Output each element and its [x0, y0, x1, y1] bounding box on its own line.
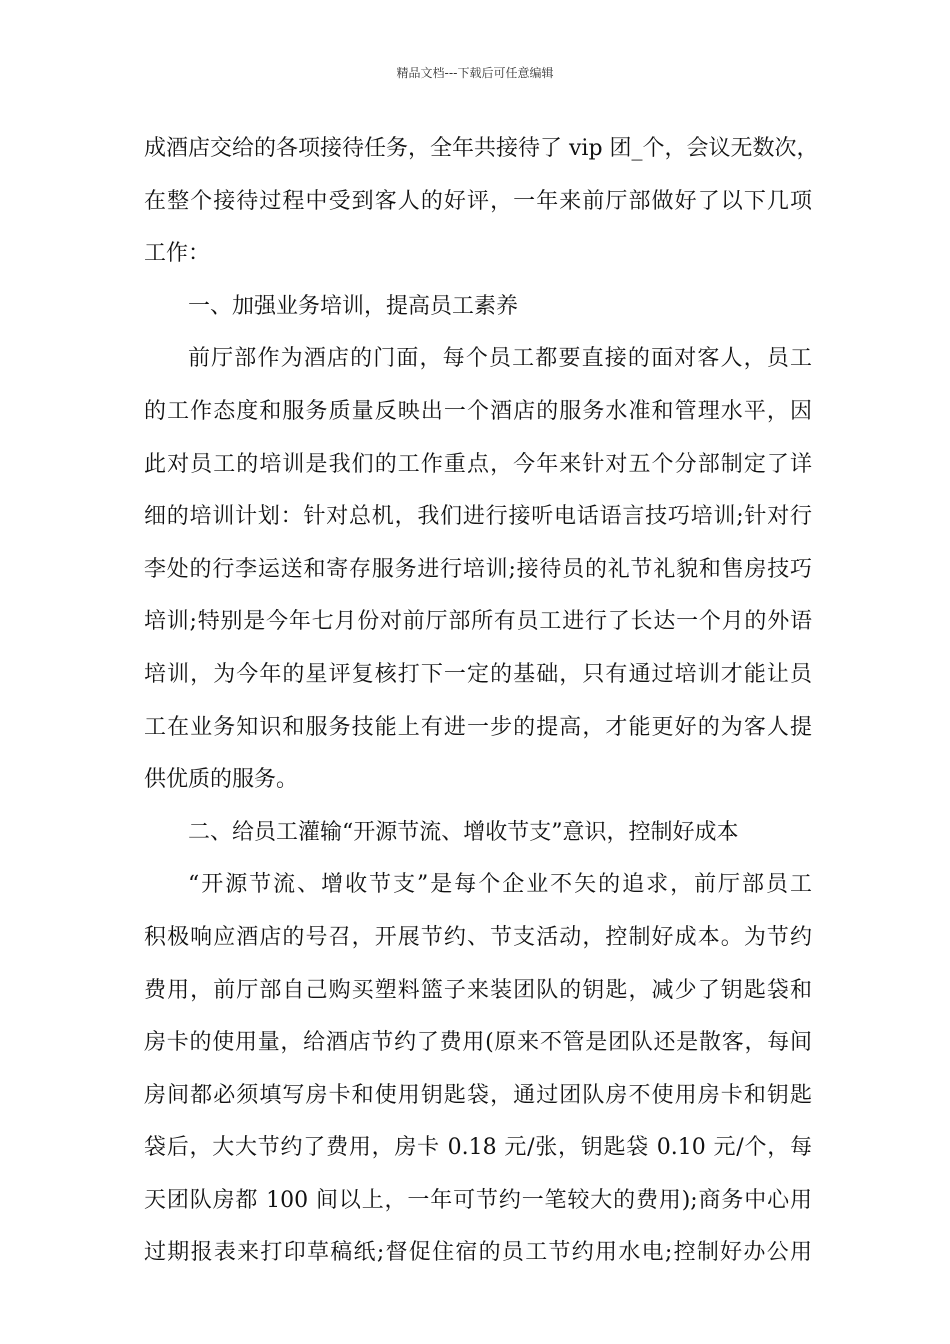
- section-heading: 一、加强业务培训，提高员工素养: [188, 293, 519, 319]
- text-line: 房卡的使用量，给酒店节约了费用(原来不管是团队还是散客，每间: [144, 1030, 812, 1056]
- section-heading: 二、给员工灌输“开源节流、增收节支”意识，控制好成本: [188, 819, 739, 845]
- text-line: “开源节流、增收节支”是每个企业不矢的追求，前厅部员工: [188, 872, 812, 898]
- text-line: 成酒店交给的各项接待任务，全年共接待了 vip 团_个，会议无数次，: [144, 136, 819, 161]
- text-line: 培训;特别是今年七月份对前厅部所有员工进行了长达一个月的外语: [144, 609, 812, 635]
- text-line: 前厅部作为酒店的门面，每个员工都要直接的面对客人，员工: [188, 346, 812, 372]
- text-line: 细的培训计划：针对总机，我们进行接听电话语言技巧培训;针对行: [144, 504, 812, 530]
- text-line: 工作：: [144, 241, 211, 267]
- text-line: 此对员工的培训是我们的工作重点，今年来针对五个分部制定了详: [144, 451, 812, 477]
- text-line: 袋后，大大节约了费用，房卡 0.18 元/张，钥匙袋 0.10 元/个，每: [144, 1135, 812, 1161]
- text-line: 天团队房都 100 间以上，一年可节约一笔较大的费用);商务中心用: [144, 1187, 812, 1213]
- text-line: 在整个接待过程中受到客人的好评，一年来前厅部做好了以下几项: [144, 188, 812, 214]
- text-line: 过期报表来打印草稿纸;督促住宿的员工节约用水电;控制好办公用: [144, 1240, 812, 1266]
- text-line: 费用，前厅部自己购买塑料篮子来装团队的钥匙，减少了钥匙袋和: [144, 977, 812, 1003]
- document-body: [144, 131, 819, 1288]
- text-line: 李处的行李运送和寄存服务进行培训;接待员的礼节礼貌和售房技巧: [144, 556, 812, 582]
- text-line: 积极响应酒店的号召，开展节约、节支活动，控制好成本。为节约: [144, 924, 812, 950]
- text-line: 供优质的服务。: [144, 767, 299, 793]
- text-line: 培训，为今年的星评复核打下一定的基础，只有通过培训才能让员: [144, 661, 812, 687]
- text-line: 工在业务知识和服务技能上有进一步的提高，才能更好的为客人提: [144, 714, 812, 740]
- page-header: 精品文档---下载后可任意编辑: [396, 66, 554, 80]
- text-line: 的工作态度和服务质量反映出一个酒店的服务水准和管理水平，因: [144, 398, 812, 424]
- text-line: 房间都必须填写房卡和使用钥匙袋，通过团队房不使用房卡和钥匙: [144, 1082, 812, 1108]
